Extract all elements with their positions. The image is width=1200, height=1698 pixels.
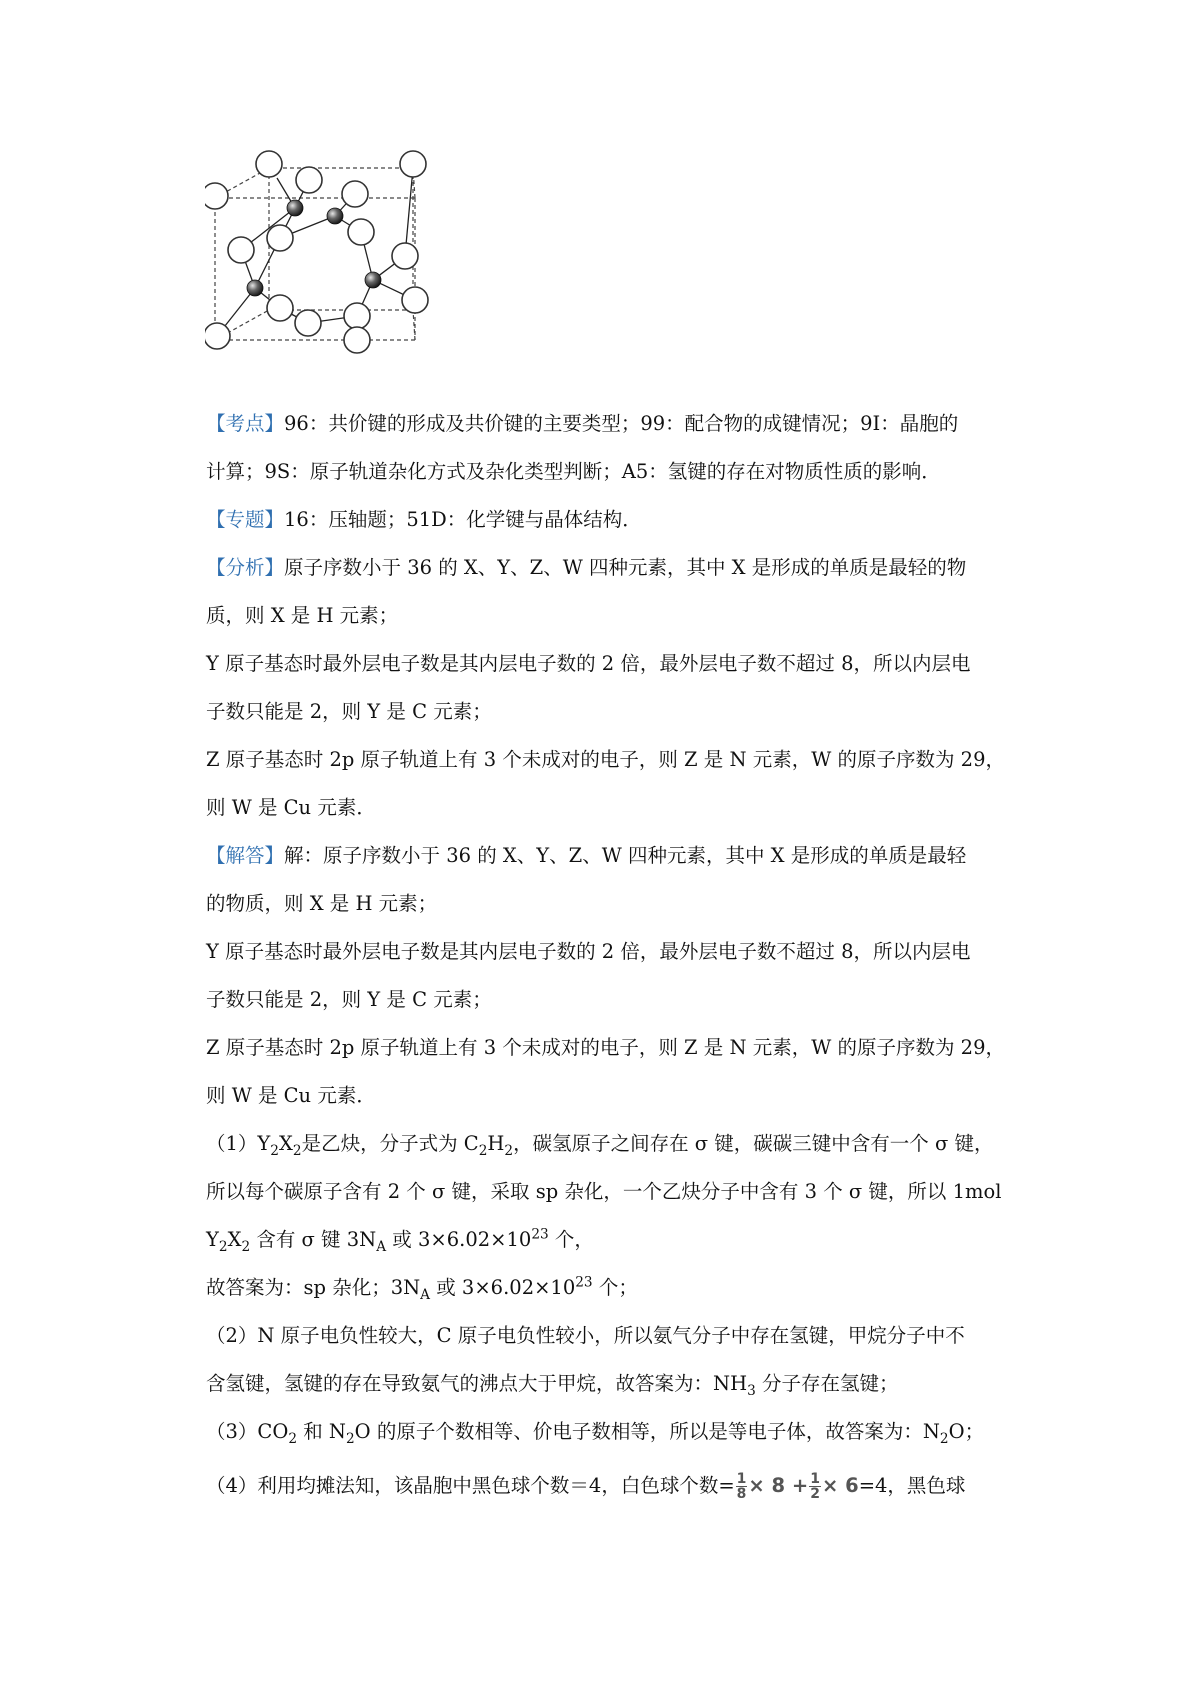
fenxi-line4: 子数只能是 2，则 Y 是 C 元素； [206, 700, 492, 723]
jieda-line5: Z 原子基态时 2p 原子轨道上有 3 个未成对的电子，则 Z 是 N 元素，W 的原子序数为 29， [206, 1036, 1005, 1059]
q3-line: $(3)CO_2$ 和 $N_2O$ 的原子个数相等、价电子数相等，所以是等电子体，故答案为：$N_2O$； [206, 1420, 985, 1447]
q4-line: （4）利用均摊法知，该晶胞中黑色球个数＝4，白色球个数= $\frac{1}{8}$ × 8 + $\frac{1}{2}$ × 6=4，黑色球 [206, 1471, 966, 1502]
white-atoms [205, 151, 428, 353]
q1-line2: 所以每个碳原子含有 2 个 σ 键，采取 sp 杂化，一个乙炔分子中含有 3 个 σ 键，所以 1mol [206, 1180, 1002, 1203]
kaodian-line2: 计算；9S：原子轨道杂化方式及杂化类型判断；A5：氢键的存在对物质性质的影响． [206, 460, 941, 483]
q1-line3: $Y_2X_2$ 含有 σ 键 $3N_A$ 或 $3\times 6.02\times 10^{23}$ 个， [206, 1226, 594, 1255]
fenxi-line6: 则 W 是 Cu 元素． [206, 796, 376, 819]
q1-line1: $(1)Y_2X_2$是乙炔，分子式为 $C_2H_2$，碳氢原子之间存在 σ 键，碳碳三键中含有一个 σ 键， [206, 1132, 994, 1159]
crystal-cell-figure [205, 150, 475, 390]
black-atoms [247, 200, 381, 296]
jieda-line2: 的物质，则 X 是 H 元素； [206, 892, 438, 915]
document-body [206, 400, 1026, 1510]
fenxi-tag: 【分析】 [206, 556, 285, 579]
jieda-line4: 子数只能是 2，则 Y 是 C 元素； [206, 988, 492, 1011]
jieda-line6: 则 W 是 Cu 元素． [206, 1084, 376, 1107]
q2-line2: 含氢键，氢键的存在导致氨气的沸点大于甲烷，故答案为：$NH_3$ 分子存在氢键； [206, 1372, 899, 1399]
q1-answer: 故答案为：sp 杂化；$3N_A$ 或 $3\times 6.02\times 10^{23}$ 个； [206, 1274, 638, 1303]
fenxi-line5: Z 原子基态时 2p 原子轨道上有 3 个未成对的电子，则 Z 是 N 元素，W 的原子序数为 29， [206, 748, 1005, 771]
zhuanti-tag: 【专题】 [206, 508, 285, 531]
jieda-line1: 【解答】解：原子序数小于 36 的 X、Y、Z、W 四种元素，其中 X 是形成的单质是最轻 [206, 844, 967, 867]
fenxi-line2: 质，则 X 是 H 元素； [206, 604, 399, 627]
q2-line1: （2）N 原子电负性较大，C 原子电负性较小，所以氨气分子中存在氢键，甲烷分子中不 [206, 1324, 965, 1347]
zhuanti-line: 【专题】16：压轴题；51D：化学键与晶体结构． [206, 508, 642, 531]
fraction-one-eighth: $\frac{1}{8}$ [736, 1471, 747, 1502]
jieda-line3: Y 原子基态时最外层电子数是其内层电子数的 2 倍，最外层电子数不超过 8，所以内层电 [206, 940, 971, 963]
kaodian-tag: 【考点】 [206, 412, 285, 435]
kaodian-line1: 【考点】96：共价键的形成及共价键的主要类型；99：配合物的成键情况；9I：晶胞的 [206, 412, 959, 435]
fenxi-line1: 【分析】原子序数小于 36 的 X、Y、Z、W 四种元素，其中 X 是形成的单质是最轻的物 [206, 556, 967, 579]
fenxi-line3: Y 原子基态时最外层电子数是其内层电子数的 2 倍，最外层电子数不超过 8，所以内层电 [206, 652, 971, 675]
fraction-one-half: $\frac{1}{2}$ [810, 1471, 820, 1502]
jieda-tag: 【解答】 [206, 844, 285, 867]
